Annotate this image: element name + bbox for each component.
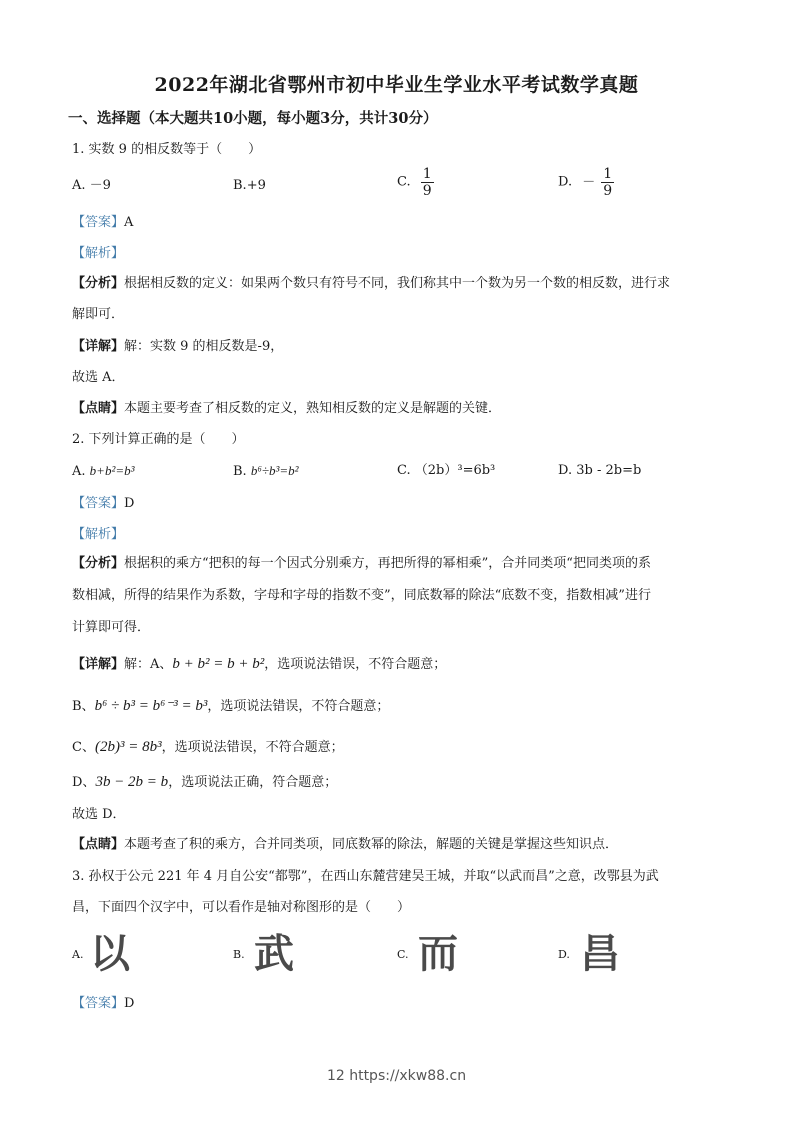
q1-fenxi: 【分析】根据相反数的定义：如果两个数只有符号不同，我们称其中一个数为另一个数的相反数，进行求	[72, 276, 671, 291]
q2-option-a: A. b+b²=b³	[72, 463, 135, 479]
q2-option-d: D. 3b - 2b=b	[558, 463, 642, 478]
q3-option-b-label: B.	[233, 948, 245, 961]
fraction: $\frac{1}{9}$	[603, 166, 613, 199]
q1-option-b: B.+9	[233, 178, 266, 193]
q3-option-a-label: A.	[72, 948, 84, 961]
q3-option-c-glyph: 而	[418, 931, 458, 977]
q3-option-b-glyph: 武	[254, 931, 294, 977]
q1-stem: 1. 实数 9 的相反数等于（ ）	[72, 142, 262, 157]
page-footer: 12 https://xkw88.cn	[326, 1068, 467, 1084]
q1-option-a: A. －9	[72, 178, 111, 193]
q1-fenxi-cont: 解即可．	[72, 307, 125, 322]
q1-option-d: D. － $\frac{1}{9}$	[558, 166, 613, 199]
q1-analysis-label: 【解析】	[72, 246, 125, 261]
q3-stem-cont: 昌，下面四个汉字中，可以看作是轴对称图形的是（ ）	[72, 900, 411, 915]
page-title: 2022年湖北省鄂州市初中毕业生学业水平考试数学真题	[154, 74, 639, 96]
q2-stem: 2. 下列计算正确的是（ ）	[72, 432, 245, 447]
q2-analysis-label: 【解析】	[72, 527, 125, 542]
q2-detail-b: B、b⁶ ÷ b³ = b⁶⁻³ = b³，选项说法错误，不符合题意；	[72, 698, 390, 714]
q2-dianjing: 【点睛】本题考查了积的乘方，合并同类项，同底数幂的除法，解题的关键是掌握这些知识点．	[72, 837, 619, 852]
q1-option-c: C. $\frac{1}{9}$	[397, 166, 432, 199]
q1-answer: 【答案】A	[72, 215, 134, 230]
q2-answer: 【答案】D	[72, 496, 135, 511]
q3-stem: 3. 孙权于公元 221 年 4 月自公安“都鄂”，在西山东麓营建吴王城，并取“以武而昌”之意，改鄂县为武	[72, 869, 659, 884]
q1-xiangjie: 【详解】解：实数 9 的相反数是-9，	[72, 339, 284, 354]
q2-fenxi-cont: 数相减，所得的结果作为系数，字母和字母的指数不变”，同底数幂的除法“底数不变，指数相减”进行	[72, 588, 651, 603]
q2-fenxi-cont2: 计算即可得．	[72, 620, 151, 635]
q2-detail-d: D、3b − 2b = b，选项说法正确，符合题意；	[72, 774, 338, 790]
fraction: $\frac{1}{9}$	[422, 166, 432, 199]
q1-conclusion: 故选 A．	[72, 370, 125, 385]
q3-option-d-glyph: 昌	[580, 931, 620, 977]
section-heading: 一、选择题（本大题共10小题，每小题3分，共计30分）	[68, 110, 438, 127]
q3-option-c-label: C.	[397, 948, 409, 961]
q1-dianjing: 【点睛】本题主要考查了相反数的定义，熟知相反数的定义是解题的关键．	[72, 401, 502, 416]
q3-answer: 【答案】D	[72, 996, 135, 1011]
q2-option-c: C. （2b）³=6b³	[397, 463, 496, 478]
q2-fenxi: 【分析】根据积的乘方“把积的每一个因式分别乘方，再把所得的幂相乘”，合并同类项“把同类项的系	[72, 556, 651, 571]
q2-detail-c: C、(2b)³ = 8b³，选项说法错误，不符合题意；	[72, 739, 344, 755]
q2-option-b: B. b⁶÷b³=b²	[233, 463, 299, 479]
q2-detail-a: 【详解】解：A、b + b² = b + b²，选项说法错误，不符合题意；	[72, 656, 447, 672]
q2-conclusion: 故选 D．	[72, 807, 126, 822]
q3-option-a-glyph: 以	[90, 931, 130, 977]
q3-option-d-label: D.	[558, 948, 570, 961]
